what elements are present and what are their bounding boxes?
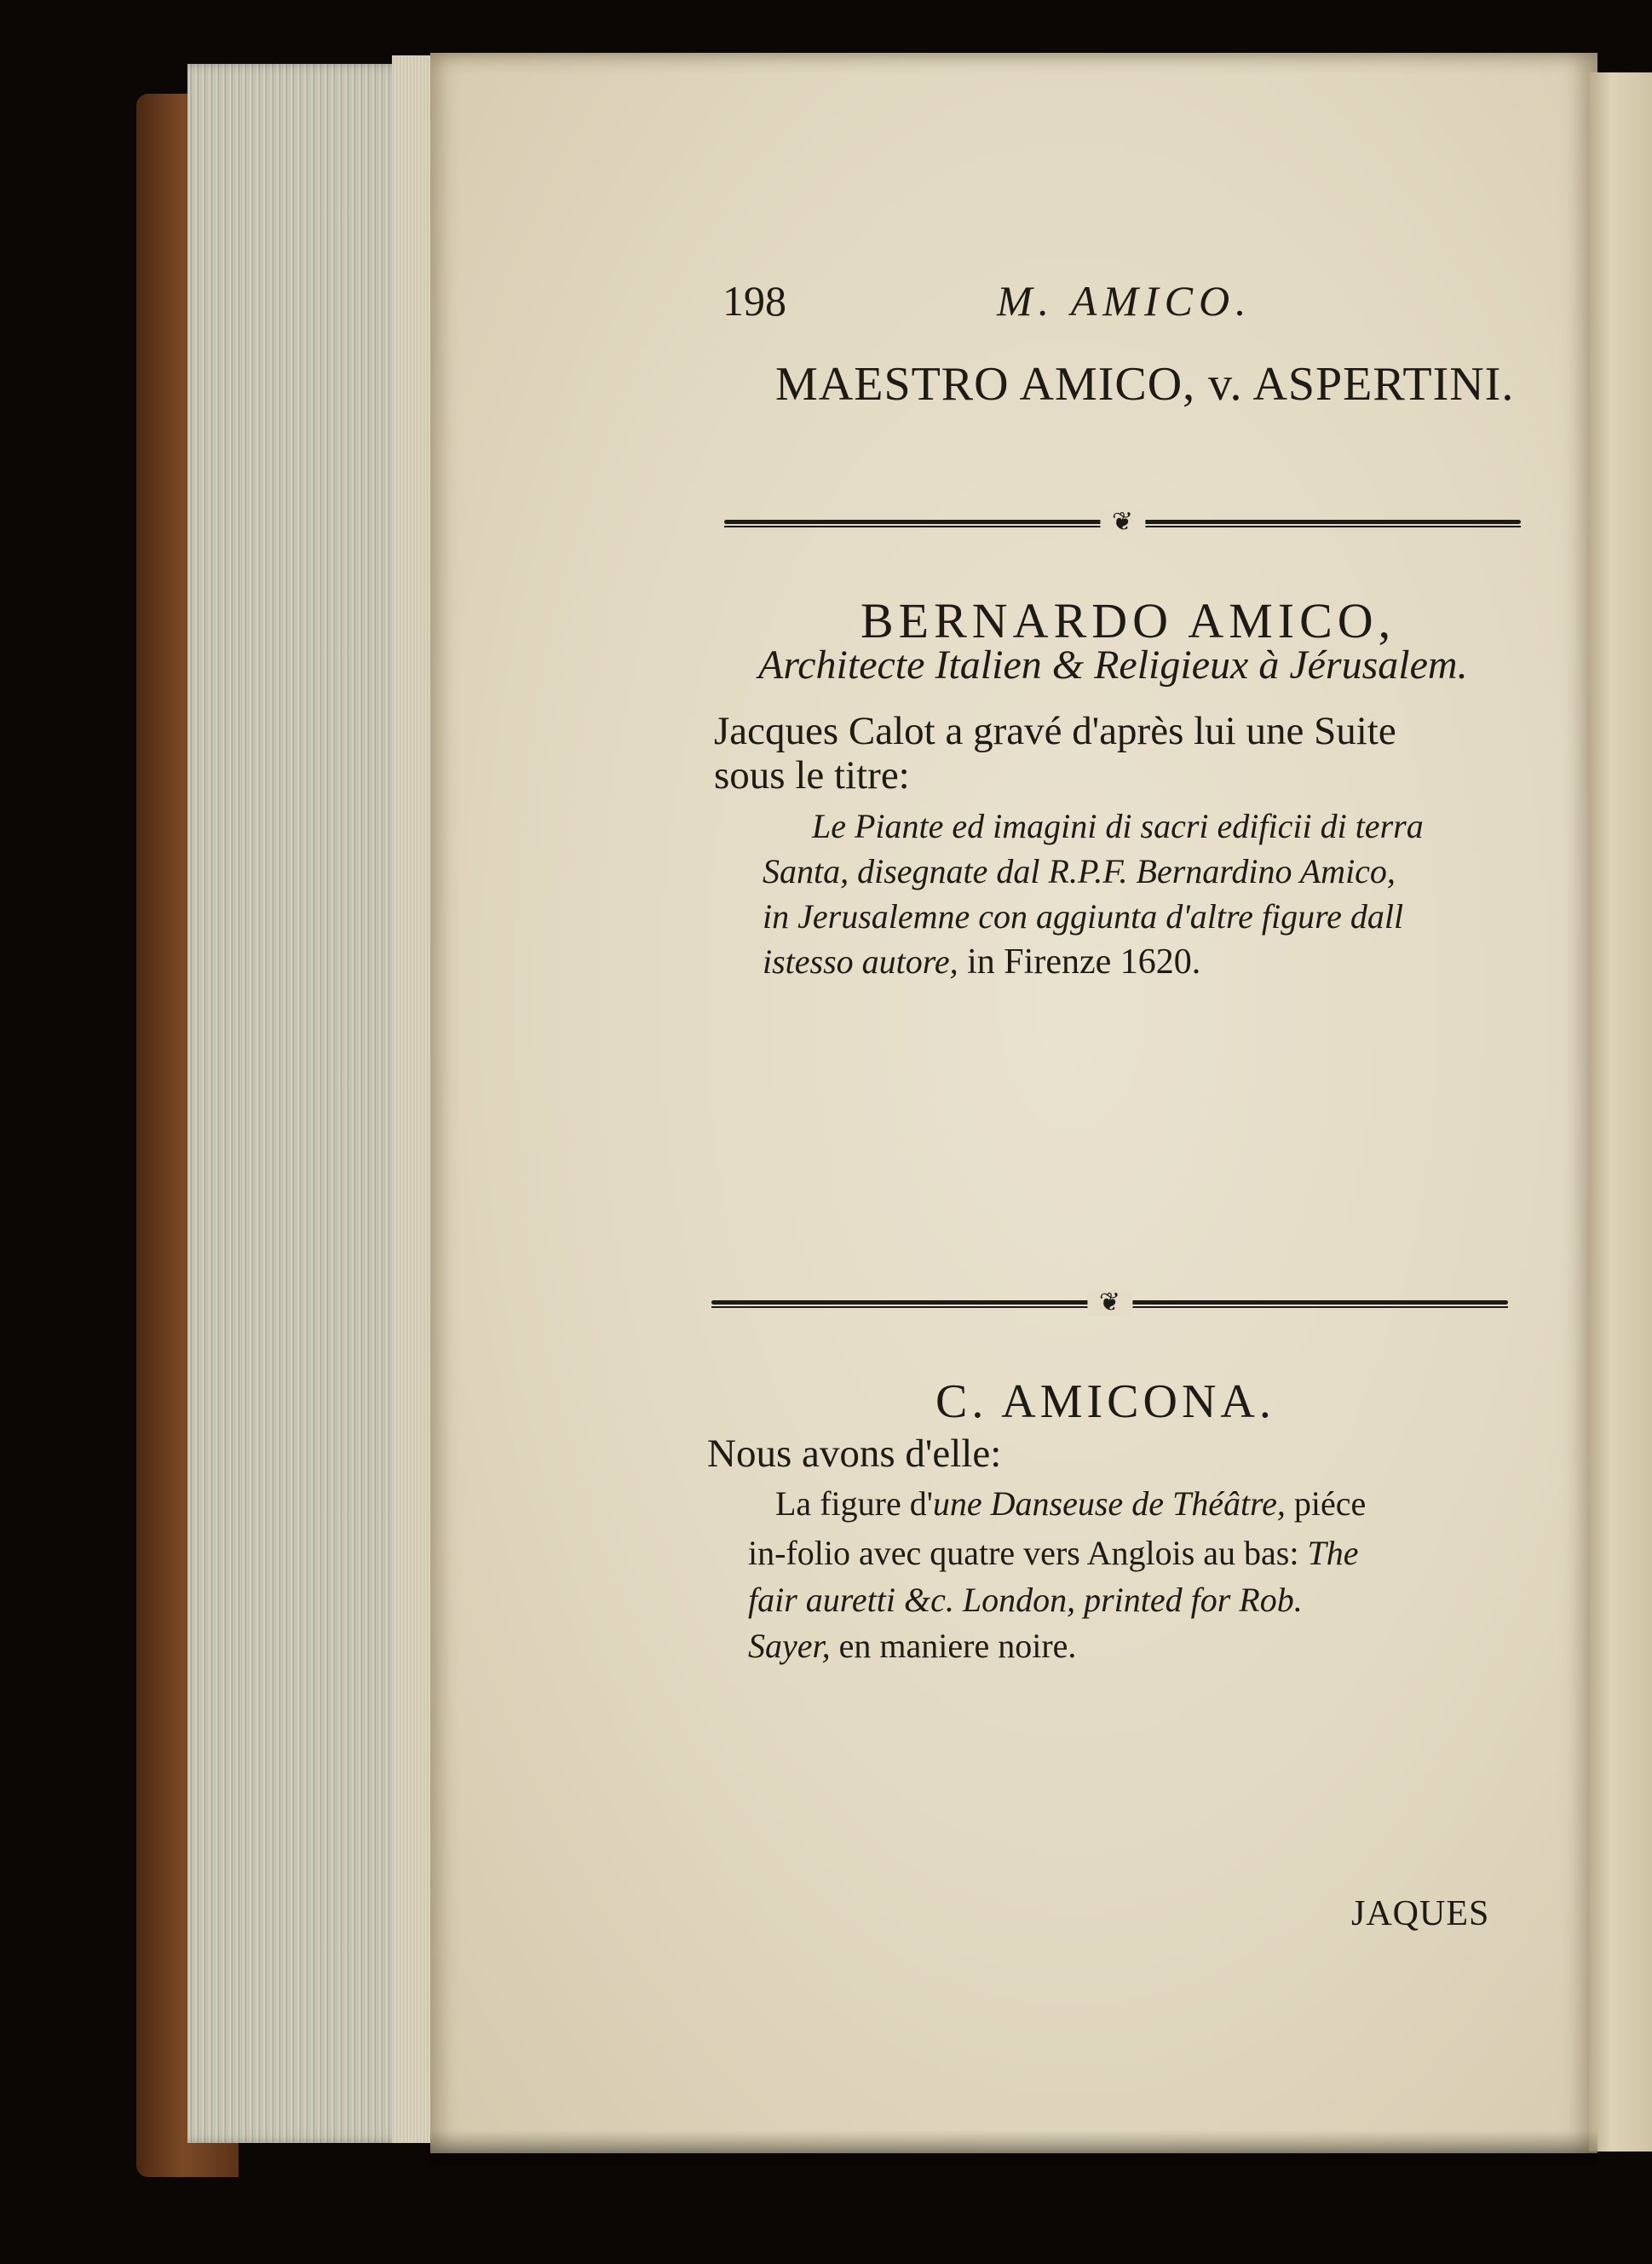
entry-body-line: Jacques Calot a gravé d'après lui une Suite — [714, 709, 1396, 753]
page-bottom-shadow — [430, 2130, 1597, 2164]
quoted-title-line: in Jerusalemne con aggiunta d'altre figure dall — [763, 897, 1404, 936]
entry-role: Architecte Italien & Religieux à Jérusalem. — [758, 642, 1468, 688]
quoted-title-line: Santa, disegnate dal R.P.F. Bernardino Amico, — [763, 852, 1396, 890]
text-run: en maniere noire. — [830, 1627, 1077, 1665]
text-run-italic: Sayer, — [748, 1627, 831, 1665]
publication-place-date: in Firenze 1620. — [958, 942, 1201, 982]
ornamental-rule-top — [724, 508, 1521, 536]
quoted-title-italic: istesso autore, — [763, 942, 958, 981]
catchword: JAQUES — [1351, 1894, 1490, 1933]
running-title: M. AMICO. — [997, 277, 1252, 325]
entry-name-c-amicona: C. AMICONA. — [935, 1375, 1275, 1428]
quoted-title-line — [763, 944, 1200, 980]
facing-page-edge — [1589, 72, 1652, 2152]
text-run: piéce — [1285, 1484, 1367, 1523]
text-run-italic: The — [1307, 1534, 1359, 1572]
text-run: in-folio avec quatre vers Anglois au bas: — [748, 1534, 1308, 1572]
text-run: La figure d' — [775, 1484, 933, 1523]
quoted-title-line: Le Piante ed imagini di sacri edificii di terra — [812, 807, 1424, 845]
entry-body-line: Nous avons d'elle: — [707, 1432, 1002, 1476]
entry-body-line: sous le titre: — [714, 753, 910, 798]
work-description-line: fair auretti &c. London, printed for Rob. — [748, 1581, 1303, 1619]
work-description-line — [748, 1536, 1358, 1570]
ornament-icon: ❦ — [1087, 1290, 1132, 1316]
entry-name-bernardo-amico: BERNARDO AMICO, — [861, 593, 1396, 648]
cross-reference: MAESTRO AMICO, v. ASPERTINI. — [775, 358, 1515, 411]
text-run-italic: une Danseuse de Théâtre, — [932, 1484, 1286, 1523]
ornament-icon: ❦ — [1100, 510, 1145, 535]
work-description-line — [775, 1484, 1367, 1523]
ornamental-rule-middle — [711, 1288, 1508, 1316]
page-number: 198 — [722, 277, 786, 325]
work-description-line — [748, 1629, 1076, 1663]
